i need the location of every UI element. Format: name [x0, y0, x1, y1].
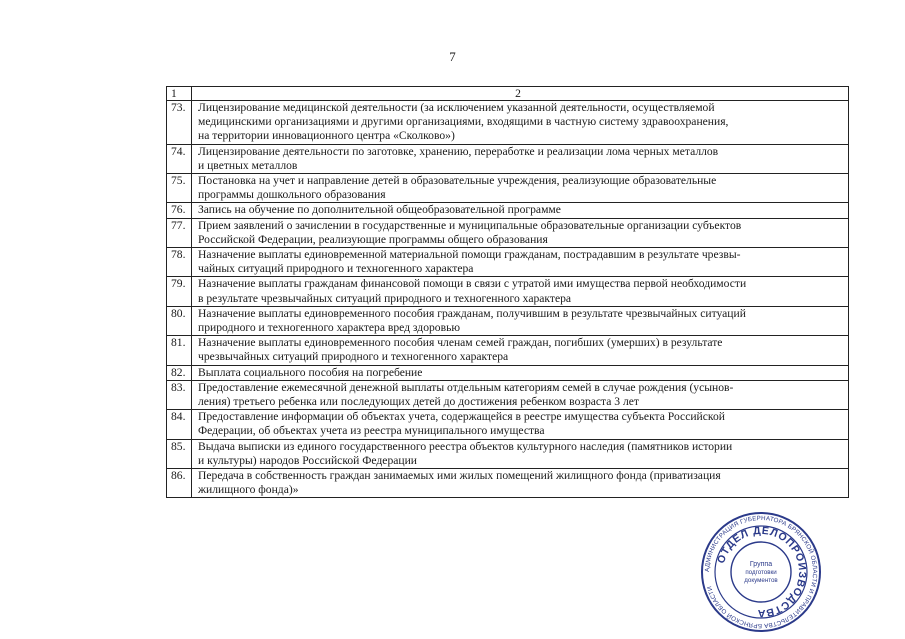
row-description — [192, 336, 849, 365]
table-row — [167, 410, 849, 439]
row-description-line: Назначение выплаты гражданам финансовой помощи в связи с утратой ими имущества первой необходимости — [198, 277, 747, 291]
row-description-line: Предоставление ежемесячной денежной выплаты отдельным категориям семей в случае рождения (усынов- — [198, 380, 734, 394]
row-description-line: Российской Федерации, реализующие программы общего образования — [198, 232, 548, 246]
services-table — [166, 86, 849, 498]
row-description — [192, 469, 849, 498]
stamp-seal-icon — [700, 511, 822, 633]
row-description-line: Назначение выплаты единовременного пособия гражданам, получившим в результате чрезвычайных ситуаций — [198, 306, 746, 320]
table-row — [167, 248, 849, 277]
official-stamp — [700, 511, 822, 633]
table-row — [167, 380, 849, 409]
row-description-line: в результате чрезвычайных ситуаций природного и техногенного характера — [198, 291, 572, 305]
row-description — [192, 203, 849, 218]
row-number: 83. — [167, 380, 192, 409]
row-number: 75. — [167, 174, 192, 203]
table-row — [167, 439, 849, 468]
row-description-line: программы дошкольного образования — [198, 188, 386, 202]
table-header-col2: 2 — [192, 87, 849, 101]
row-description-line: и культуры) народов Российской Федерации — [198, 453, 418, 467]
row-description-line: Выдача выписки из единого государственного реестра объектов культурного наследия (памятников истории — [198, 439, 733, 453]
row-number: 81. — [167, 336, 192, 365]
row-description-line: Прием заявлений о зачислении в государственные и муниципальные образовательные организации субъектов — [198, 218, 742, 232]
row-description — [192, 306, 849, 335]
row-number: 84. — [167, 410, 192, 439]
row-number: 80. — [167, 306, 192, 335]
row-description-line: Запись на обучение по дополнительной общеобразовательной программе — [198, 203, 561, 217]
table-row — [167, 101, 849, 145]
row-description-line: Постановка на учет и направление детей в образовательные учреждения, реализующие образовательные — [198, 174, 717, 188]
table-row — [167, 365, 849, 380]
row-number: 86. — [167, 469, 192, 498]
row-description-line: чрезвычайных ситуаций природного и техногенного характера — [198, 350, 509, 364]
row-description-line: Назначение выплаты единовременной материальной помощи гражданам, пострадавшим в результате чрезвы- — [198, 248, 741, 262]
table-row — [167, 144, 849, 173]
row-number: 73. — [167, 101, 192, 145]
row-description — [192, 277, 849, 306]
row-description — [192, 439, 849, 468]
row-number: 82. — [167, 365, 192, 380]
row-description — [192, 380, 849, 409]
table-row — [167, 306, 849, 335]
stamp-center-line-1: Группа — [749, 561, 773, 568]
row-description — [192, 144, 849, 173]
row-description-line: чайных ситуаций природного и техногенного характера — [198, 262, 474, 276]
table-row — [167, 218, 849, 247]
row-description — [192, 101, 849, 145]
row-description — [192, 218, 849, 247]
row-number: 77. — [167, 218, 192, 247]
row-number: 79. — [167, 277, 192, 306]
row-number: 85. — [167, 439, 192, 468]
row-number: 76. — [167, 203, 192, 218]
row-description-line: Назначение выплаты единовременного пособия членам семей граждан, погибших (умерших) в результате — [198, 336, 723, 350]
row-description-line: на территории инновационного центра «Сколково») — [198, 129, 455, 143]
table-header-row — [167, 87, 849, 101]
table-header-col1: 1 — [167, 87, 192, 101]
row-description-line: медицинскими организациями и другими организациями, входящими в частную систему здравоохранения, — [198, 115, 729, 129]
row-description-line: Выплата социального пособия на погребение — [198, 365, 423, 379]
row-description-line: Передача в собственность граждан занимаемых ими жилых помещений жилищного фонда (приватизация — [198, 469, 721, 483]
stamp-outer-text: АДМИНИСТРАЦИЯ ГУБЕРНАТОРА БРЯНСКОЙ ОБЛАСТИ И ПРАВИТЕЛЬСТВА БРЯНСКОЙ ОБЛАСТИ — [703, 514, 819, 630]
row-description-line: ления) третьего ребенка или последующих детей до достижения ребенком возраста 3 лет — [198, 395, 639, 409]
row-description-line: природного и техногенного характера вред здоровью — [198, 321, 461, 335]
row-description-line: жилищного фонда)» — [198, 483, 299, 497]
row-description-line: Лицензирование медицинской деятельности (за исключением указанной деятельности, осуществляемой — [198, 101, 715, 114]
table-row — [167, 174, 849, 203]
table-row — [167, 469, 849, 498]
row-description-line: и цветных металлов — [198, 158, 298, 172]
table-row — [167, 336, 849, 365]
stamp-ring-text: ОТДЕЛ ДЕЛОПРОИЗВОДСТВА — [715, 524, 809, 620]
row-description — [192, 365, 849, 380]
table-row — [167, 277, 849, 306]
stamp-center-line-3: документов — [744, 577, 778, 584]
stamp-center-line-2: подготовки — [745, 569, 777, 576]
page-number: 7 — [449, 49, 456, 64]
row-number: 74. — [167, 144, 192, 173]
row-description — [192, 174, 849, 203]
row-description-line: Лицензирование деятельности по заготовке, хранению, переработке и реализации лома черных металлов — [198, 144, 719, 158]
row-description-line: Предоставление информации об объектах учета, содержащейся в реестре имущества субъекта Российской — [198, 410, 725, 424]
row-number: 78. — [167, 248, 192, 277]
row-description — [192, 248, 849, 277]
row-description — [192, 410, 849, 439]
table-body — [167, 87, 849, 498]
row-description-line: Федерации, об объектах учета из реестра муниципального имущества — [198, 424, 545, 438]
table-row — [167, 203, 849, 218]
